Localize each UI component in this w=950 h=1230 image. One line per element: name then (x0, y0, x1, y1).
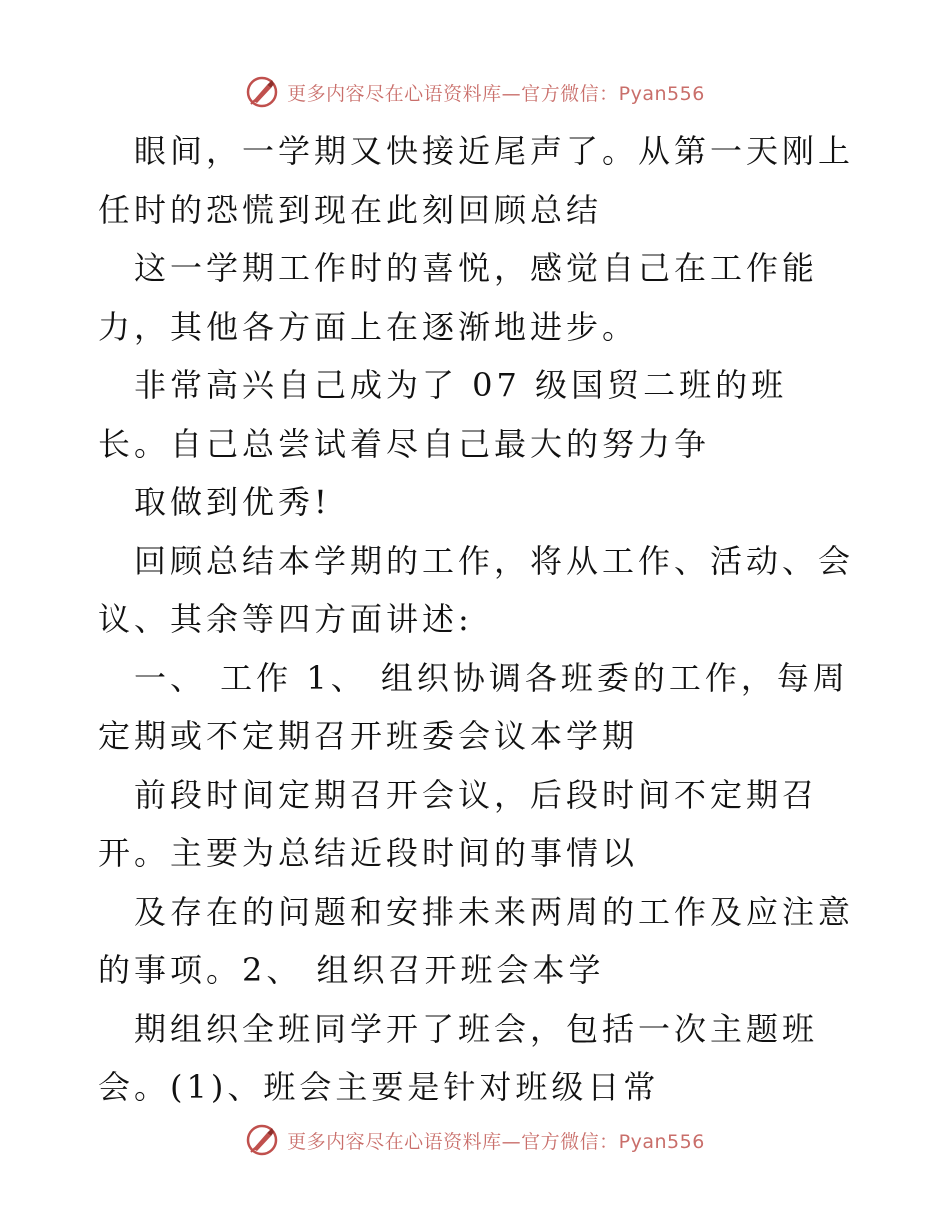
footer-watermark (0, 1120, 950, 1160)
paragraph: 眼间，一学期又快接近尾声了。从第一天刚上任时的恐慌到现在此刻回顾总结 (98, 132, 855, 229)
paragraph: 非常高兴自己成为了 07 级国贸二班的班长。自己总尝试着尽自己最大的努力争 (98, 366, 788, 463)
paragraph: 前段时间定期召开会议，后段时间不定期召开。主要为总结近段时间的事情以 (98, 775, 819, 872)
header-watermark (0, 72, 950, 112)
paragraph: 期组织全班同学开了班会，包括一次主题班会。(1)、班会主要是针对班级日常 (98, 1009, 819, 1106)
paragraph: 这一学期工作时的喜悦，感觉自己在工作能力，其他各方面上在逐渐地进步。 (98, 249, 819, 346)
watermark-text: 更多内容尽在心语资料库—官方微信：Pyan556 (287, 1130, 705, 1153)
quill-pen-logo-icon (245, 1123, 279, 1157)
quill-pen-logo-icon (245, 75, 279, 109)
paragraph: 一、 工作 1、 组织协调各班委的工作，每周定期或不定期召开班委会议本学期 (98, 658, 849, 755)
watermark-text: 更多内容尽在心语资料库—官方微信：Pyan556 (287, 82, 705, 105)
paragraph: 及存在的问题和安排未来两周的工作及应注意的事项。2、 组织召开班会本学 (98, 892, 855, 989)
document-body (98, 122, 858, 1117)
paragraph: 回顾总结本学期的工作，将从工作、活动、会议、其余等四方面讲述: (98, 541, 855, 638)
paragraph: 取做到优秀! (134, 483, 331, 521)
